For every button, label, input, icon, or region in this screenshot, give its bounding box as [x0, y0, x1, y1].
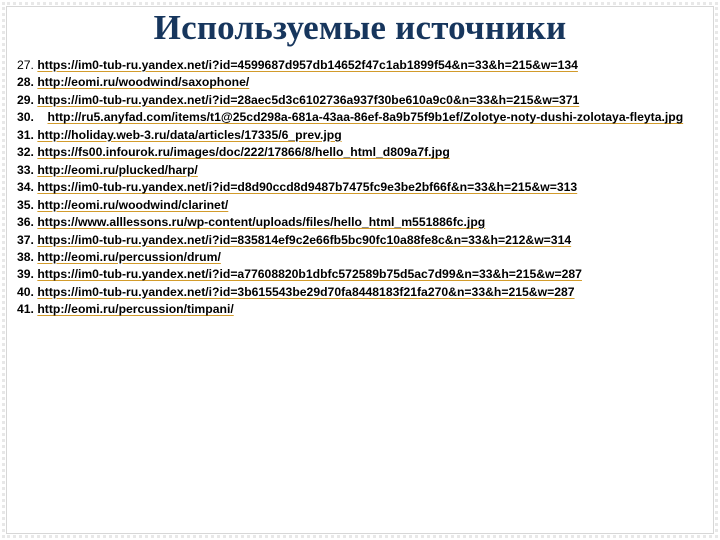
reference-item [17, 266, 720, 283]
reference-link[interactable]: https://fs00.infourok.ru/images/doc/222/17866/8/hello_html_d809a7f.jpg [37, 145, 450, 160]
slide-title: Используемые источники [153, 8, 567, 47]
reference-number: 32. [17, 145, 34, 160]
reference-link[interactable]: http://ru5.anyfad.com/items/t1@25cd298a-681a-43aa-86ef-8a9b75f9b1ef/Zolotye-noty-dushi-zolotaya-fleyta.jpg [47, 110, 684, 125]
reference-item [17, 57, 720, 74]
reference-number: 34. [17, 180, 34, 195]
reference-link[interactable]: http://holiday.web-3.ru/data/articles/17335/6_prev.jpg [37, 127, 342, 142]
reference-link[interactable]: https://im0-tub-ru.yandex.net/i?id=3b615543be29d70fa8448183f21fa270&n=33&h=215&w=287 [37, 284, 575, 299]
reference-link[interactable]: https://im0-tub-ru.yandex.net/i?id=d8d90ccd8d9487b7475fc9e3be2bf66f&n=33&h=215&w=313 [37, 180, 578, 195]
reference-item [17, 214, 720, 231]
reference-item [17, 249, 720, 266]
reference-item [17, 284, 720, 301]
reference-item [17, 144, 720, 161]
reference-item [17, 301, 720, 318]
reference-number: 38. [17, 249, 34, 264]
reference-number: 28. [17, 75, 34, 90]
reference-link[interactable]: https://im0-tub-ru.yandex.net/i?id=a77608820b1dbfc572589b75d5ac7d99&n=33&h=215&w=287 [37, 267, 582, 282]
reference-link[interactable]: https://im0-tub-ru.yandex.net/i?id=28aec5d3c6102736a937f30be610a9c0&n=33&h=215&w=371 [37, 92, 580, 107]
reference-number: 35. [17, 197, 34, 212]
reference-link[interactable]: http://eomi.ru/woodwind/saxophone/ [37, 75, 250, 90]
reference-number: 41. [17, 302, 34, 317]
reference-item [17, 232, 720, 249]
reference-item [17, 179, 720, 196]
reference-link[interactable]: https://www.alllessons.ru/wp-content/uploads/files/hello_html_m551886fc.jpg [37, 215, 486, 230]
reference-number: 36. [17, 215, 34, 230]
reference-link[interactable]: https://im0-tub-ru.yandex.net/i?id=4599687d957db14652f47c1ab1899f54&n=33&h=215&w=134 [37, 58, 578, 72]
reference-number: 37. [17, 232, 34, 247]
reference-item [17, 92, 720, 109]
reference-number: 39. [17, 267, 34, 282]
reference-item [17, 127, 720, 144]
reference-link[interactable]: https://im0-tub-ru.yandex.net/i?id=835814ef9c2e66fb5bc90fc10a88fe8c&n=33&h=212&w=314 [37, 232, 572, 247]
reference-link[interactable]: http://eomi.ru/woodwind/clarinet/ [37, 197, 229, 212]
reference-item [17, 109, 720, 126]
reference-number: 33. [17, 162, 34, 177]
reference-link[interactable]: http://eomi.ru/percussion/drum/ [37, 249, 221, 264]
reference-number: 27. [17, 58, 34, 72]
reference-link[interactable]: http://eomi.ru/plucked/harp/ [37, 162, 198, 177]
reference-number: 40. [17, 284, 34, 299]
reference-item [17, 197, 720, 214]
reference-item [17, 162, 720, 179]
reference-list [17, 57, 720, 319]
reference-number: 31. [17, 127, 34, 142]
reference-item [17, 74, 720, 91]
reference-link[interactable]: http://eomi.ru/percussion/timpani/ [37, 302, 234, 317]
reference-number: 29. [17, 92, 34, 107]
reference-number: 30. [17, 110, 34, 125]
